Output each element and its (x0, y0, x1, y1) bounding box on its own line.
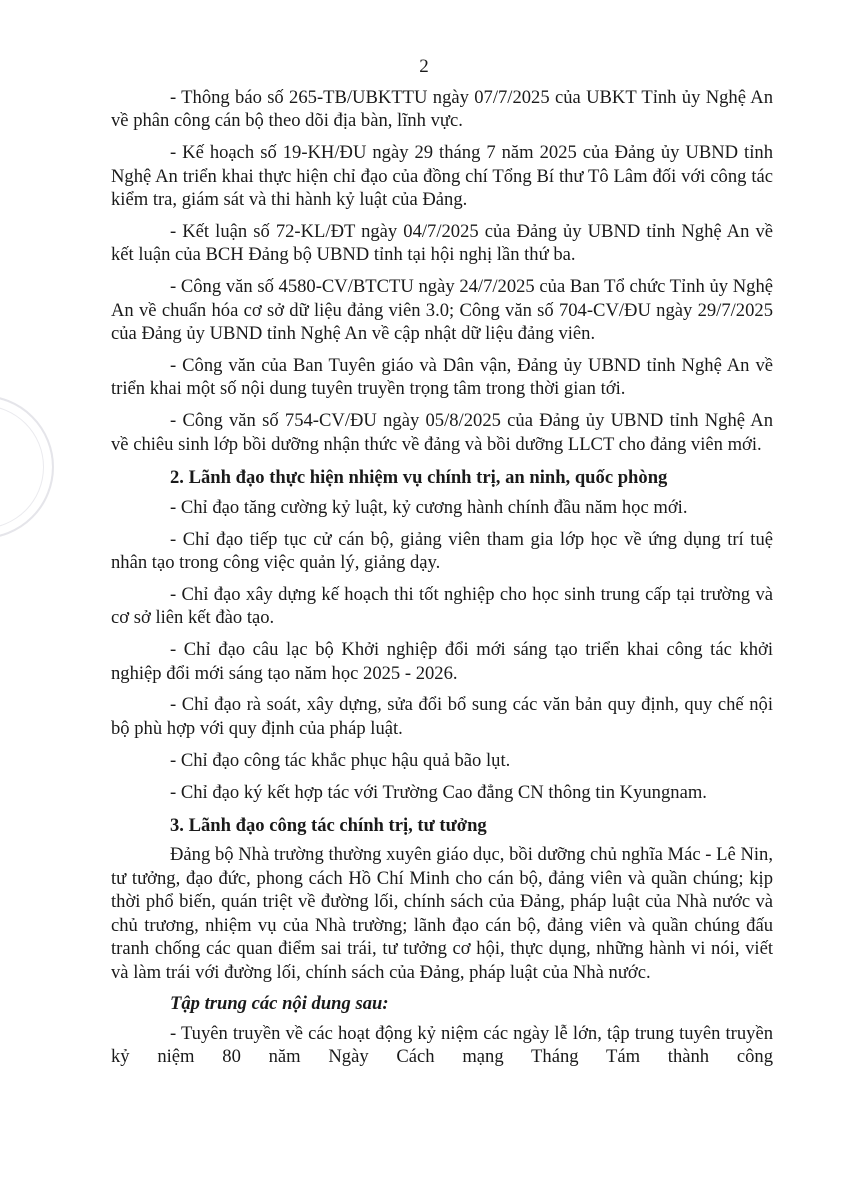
paragraph-dispatch-4580: - Công văn số 4580-CV/BTCTU ngày 24/7/2025 của Ban Tổ chức Tỉnh ủy Nghệ An về chuẩn hóa cơ sở dữ liệu đảng viên 3.0; Công văn số 704-CV/ĐU ngày 29/7/2025 của Đảng ủy UBND tỉnh Nghệ An về cập nhật dữ liệu đảng viên. (111, 276, 773, 345)
paragraph-plan-19: - Kế hoạch số 19-KH/ĐU ngày 29 tháng 7 năm 2025 của Đảng ủy UBND tỉnh Nghệ An triển khai thực hiện chỉ đạo của đồng chí Tổng Bí thư Tô Lâm đối với công tác kiểm tra, giám sát và thi hành kỷ luật của Đảng. (111, 142, 773, 211)
paragraph-dispatch-754: - Công văn số 754-CV/ĐU ngày 05/8/2025 của Đảng ủy UBND tỉnh Nghệ An về chiêu sinh lớp bồi dưỡng nhận thức về đảng và bồi dưỡng LLCT cho đảng viên mới. (111, 410, 773, 455)
paragraph-notice-265: - Thông báo số 265-TB/UBKTTU ngày 07/7/2025 của UBKT Tỉnh ủy Nghệ An về phân công cán bộ theo dõi địa bàn, lĩnh vực. (111, 87, 773, 132)
paragraph-flood-recovery: - Chỉ đạo công tác khắc phục hậu quả bão lụt. (170, 749, 511, 771)
subheading-focus: Tập trung các nội dung sau: (170, 993, 389, 1015)
paragraph-dispatch-propaganda: - Công văn của Ban Tuyên giáo và Dân vận, Đảng ủy UBND tỉnh Nghệ An về triển khai một số nội dung tuyên truyền trọng tâm trong thời gian tới. (111, 355, 773, 400)
paragraph-propaganda-80-years: - Tuyên truyền về các hoạt động kỷ niệm các ngày lễ lớn, tập trung tuyên truyền kỷ niệm 80 năm Ngày Cách mạng Tháng Tám thành công (111, 1022, 773, 1068)
paragraph-discipline: - Chỉ đạo tăng cường kỷ luật, kỷ cương hành chính đầu năm học mới. (170, 496, 688, 518)
paragraph-startup-club: - Chỉ đạo câu lạc bộ Khởi nghiệp đổi mới sáng tạo triển khai công tác khởi nghiệp đổi mới sáng tạo năm học 2025 - 2026. (111, 639, 773, 684)
section-heading-3: 3. Lãnh đạo công tác chính trị, tư tưởng (170, 815, 487, 837)
page-number: 2 (419, 56, 429, 77)
paragraph-conclusion-72: - Kết luận số 72-KL/ĐT ngày 04/7/2025 của Đảng ủy UBND tỉnh Nghệ An về kết luận của BCH Đảng bộ UBND tỉnh tại hội nghị lần thứ ba. (111, 221, 773, 266)
paragraph-graduation-exam: - Chỉ đạo xây dựng kế hoạch thi tốt nghiệp cho học sinh trung cấp tại trường và cơ sở liên kết đào tạo. (111, 583, 773, 629)
official-seal-stamp (0, 395, 54, 539)
paragraph-ai-training: - Chỉ đạo tiếp tục cử cán bộ, giảng viên tham gia lớp học về ứng dụng trí tuệ nhân tạo trong công việc quản lý, giảng dạy. (111, 528, 773, 573)
paragraph-kyungnam: - Chỉ đạo ký kết hợp tác với Trường Cao đẳng CN thông tin Kyungnam. (170, 781, 707, 803)
document-body (111, 86, 773, 1077)
paragraph-regulations: - Chỉ đạo rà soát, xây dựng, sửa đổi bổ sung các văn bản quy định, quy chế nội bộ phù hợp với quy định của pháp luật. (111, 694, 773, 739)
section-heading-2: 2. Lãnh đạo thực hiện nhiệm vụ chính trị, an ninh, quốc phòng (170, 467, 668, 489)
paragraph-party-education: Đảng bộ Nhà trường thường xuyên giáo dục, bồi dưỡng chủ nghĩa Mác - Lê Nin, tư tưởng, đạo đức, phong cách Hồ Chí Minh cho cán bộ, đảng viên và quần chúng; kịp thời phổ biến, quán triệt về đường lối, chính sách của Đảng, pháp luật của Nhà nước và chủ trương, nhiệm vụ của Nhà trường; lãnh đạo cán bộ, đảng viên và quần chúng đấu tranh chống các quan điểm sai trái, tư tưởng cơ hội, thực dụng, những hành vi nói, viết và làm trái với đường lối, chính sách của Đảng, pháp luật của Nhà nước. (111, 844, 773, 983)
